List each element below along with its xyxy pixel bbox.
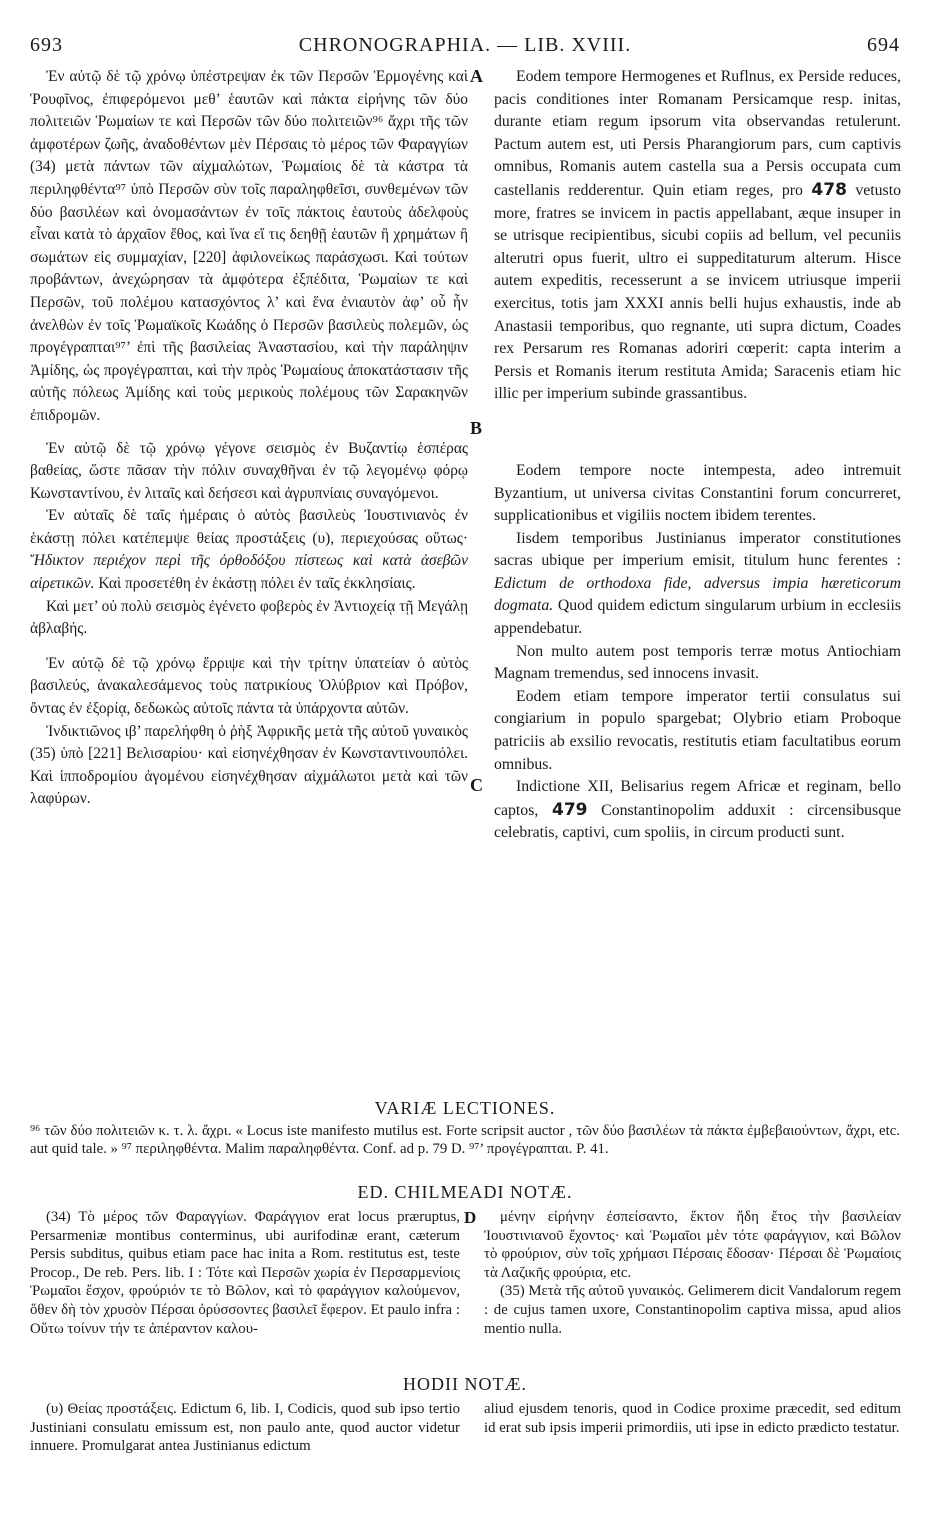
chilmead-note-left — [30, 1208, 460, 1338]
greek-paragraph: Καὶ μετ’ οὐ πολὺ σεισμὸς ἐγένετο φοβερὸς ἐν Ἀντιοχείᾳ τῇ Μεγάλῃ ἀβλαβής. — [30, 597, 468, 638]
chilmead-note-right — [484, 1208, 901, 1338]
greek-paragraph: Ἐν αὐτῷ δὲ τῷ χρόνῳ ἔρριψε καὶ τὴν τρίτην ὑπατείαν ὁ αὐτὸς βασιλεύς, ἀνακαλεσάμενος τοὺς πατρικίους Ὀλύβριον καὶ Πρόβον, ὄντας ἐν ἐξορίᾳ, δεδωκὼς αὐτοῖς πάντα τὰ ὑπάρχοντα αὐτῶν. — [30, 654, 468, 718]
margin-marker-d: D — [464, 1208, 477, 1227]
hodii-note-right — [484, 1400, 901, 1437]
latin-text: Constantinopolim adduxit : circensibusque celebratis, captivi, cum spoliis, in circum producti sunt. — [494, 801, 902, 842]
marginal-page-number: 478 — [811, 179, 847, 200]
latin-paragraph: Eodem etiam tempore imperator tertii consulatus sui congiarium in populo spargebat; Olybrio etiam Proboque patriciis ab exsilio revocatis, restitutis etiam facultatibus eorum omnibus. — [494, 687, 901, 773]
note-text: (34) Τὸ μέρος τῶν Φαραγγίων. Φαράγγιον erat locus præruptus, Persarmeniæ montibus conterminus, ubi aurifodinæ erant, cæterum Persis subditus, quibus etiam pace hac inita a Rom. restitutus est, teste Procop., De reb. Pers. lib. I : Τότε καὶ Περσῶν χωρία ἐν Περσαρμενίοις Ῥωμαῖοι ἔσχον, φρούριόν τε τὸ Βῶλον, καὶ τὸ φαράγγιον καλούμενον, ὅθεν δὴ τὸν χρυσὸν Πέρσαι ὀρύσσοντες βασιλεῖ ἔφερον. Et paulo infra : Οὕτω τοίνυν τήν τε ἀπέραντον καλου- — [30, 1209, 460, 1337]
variae-lectiones-text — [30, 1122, 900, 1158]
latin-paragraph — [494, 66, 901, 406]
latin-paragraph: Eodem tempore nocte intempesta, adeo intremuit Byzantium, ut universa civitas Constantini forum concurreret, supplicationibus et vigiliis noctem ibidem terentes. — [494, 461, 901, 525]
latin-paragraph — [494, 776, 901, 845]
variae-lectiones-heading: VARIÆ LECTIONES. — [374, 1098, 556, 1118]
chilmead-notes-heading: ED. CHILMEADI NOTÆ. — [357, 1182, 573, 1202]
page-number-right: 694 — [867, 34, 900, 56]
margin-marker-b: B — [470, 418, 483, 438]
greek-paragraph: Ἐν αὐτῷ δὲ τῷ χρόνῳ γέγονε σεισμὸς ἐν Βυζαντίῳ ἑσπέρας βαθείας, ὥστε πᾶσαν τὴν πόλιν συναχθῆναι ἐν τῷ λεγομένῳ φόρῳ Κωνσταντίνου, ἐν λιταῖς καὶ δεήσεσι καὶ ἀγρυπνίαις συναγόμενοι. — [30, 439, 468, 502]
latin-text: Indictione XII, Belisarius regem Africæ et reginam, bello captos, — [494, 778, 901, 819]
greek-edict-title: Ἤδικτον περιέχον περὶ τῆς ὀρθοδόξου πίστεως καὶ κατὰ ἀσεβῶν αἱρετικῶν. — [30, 552, 468, 593]
marginal-page-number: 479 — [551, 799, 588, 820]
margin-marker-a: A — [470, 66, 483, 86]
hodii-notes-heading: HODII NOTÆ. — [403, 1374, 527, 1394]
greek-paragraph: Ἐν αὐτῷ δὲ τῷ χρόνῳ ὑπέστρεψαν ἐκ τῶν Περσῶν Ἑρμογένης καὶ Ῥουφῖνος, ἐπιφερόμενοι μεθ’ ἑαυτῶν καὶ πάκτα εἰρήνης τῶν δύο πολιτειῶν Ῥωμαίων τε καὶ Περσῶν τῶν δύο πολιτειῶν⁹⁶ ἄχρι τῆς τῶν ἀμφοτέρων ζωῆς, ἀναδοθέντων μὲν Πέρσαις τὸ μέρος τῶν Φαραγγίων (34) μετὰ πάντων τῶν αἰχμαλώτων, Ῥωμαίοις δὲ τὰ κάστρα τὰ περιληφθέντα⁹⁷ ὑπὸ Περσῶν σὺν τοῖς παραληφθεῖσι, συνθεμένων τῶν δύο βασιλέων καὶ ὀνομασάντων ἐν τοῖς πάκτοις ἑαυτοὺς ἀδελφοὺς εἶναι κατὰ τὸ ἀρχαῖον ἔθος, καὶ ἵνα εἴ τις δεηθῇ ἑαυτῶν ἢ χρημάτων ἢ σωμάτων εἰς συμμαχίαν, [220] ἀφιλονείκως παράσχωσι. Καὶ τούτων προβάντων, ἀνεχώρησαν τὰ ἀμφότερα ἐξπέδιτα, Ῥωμαίων τε καὶ Περσῶν, τοῦ πολέμου κατασχόντος λ’ καὶ ἕνα ἐνιαυτὸν ἀφ’ οὗ ἦν ἀνελθὼν ἐν τοῖς Ῥωμαϊκοῖς Κωάδης ὁ Περσῶν βασιλεὺς πολεμῶν, ὡς προγέγραπται⁹⁷’ ἐπὶ τῆς βασιλείας Ἀναστασίου, καὶ τὴν παράληψιν Ἀμίδης, ὡς προγέγραπται, καὶ τὴν πρὸς Ῥωμαίους ἀποκατάστασιν τῆς αὐτῆς πόλεως Ἀμίδης καὶ τοὺς μερικοὺς πολέμους τῶν Σαρακηνῶν ἐπιδρομῶν. — [30, 68, 468, 424]
margin-marker-c: C — [470, 775, 483, 795]
greek-text: Καὶ προσετέθη ἐν ἑκάστῃ πόλει ἐν ταῖς ἐκκλησίαις. — [98, 575, 416, 593]
note-text: aliud ejusdem tenoris, quod in Codice proxime præcedit, sed editum id erat sub ipsis imperii primordiis, uti ipse in edicto prædicto testatur. — [484, 1401, 901, 1436]
footnote-text: ⁹⁶ τῶν δύο πολιτειῶν κ. τ. λ. ἄχρι. « Locus iste manifesto mutilus est. Forte scripsit auctor , τῶν δύο βασιλέων τὰ πάκτα ἐμβεβαιούντων, ἄχρι, etc. aut quid tale. » ⁹⁷ περιληφθέντα. Malim παραληφθέντα. Conf. ad p. 79 D. ⁹⁷’ προγέγραπται. P. 41. — [30, 1123, 900, 1157]
page-number-left: 693 — [30, 34, 63, 56]
latin-paragraph: Non multo autem post temporis terræ motus Antiochiam Magnam tremendus, sed innocens invasit. — [494, 642, 901, 683]
note-text: (υ) Θείας προστάξεις. Edictum 6, lib. I, Codicis, quod sub ipso tertio Justiniani consulatu emissum est, non paulo ante, quod auctor videtur innuere. Promulgarat antea Justinianus edictum — [30, 1401, 460, 1455]
running-header — [30, 34, 900, 62]
latin-text: Quod quidem edictum singularum urbium in ecclesiis appendebatur. — [494, 597, 901, 638]
note-text: (35) Μετὰ τῆς αὐτοῦ γυναικός. Gelimerem dicit Vandalorum regem : de cujus tamen uxore, Constantinopolim captiva missa, apud alios mentio nulla. — [484, 1283, 901, 1337]
greek-paragraph: Ἰνδικτιῶνος ιβ’ παρελήφθη ὁ ῥὴξ Ἀφρικῆς μετὰ τῆς αὐτοῦ γυναικὸς (35) ὑπὸ [221] Βελισαρίου· καὶ εἰσηνέχθησαν ἐν Κωνσταντινουπόλει. Καὶ ἱπποδρομίου ἀγομένου εἰσηνέχθησαν αἰχμάλωτοι μετὰ καὶ τῶν λαφύρων. — [30, 722, 468, 808]
latin-text: Eodem tempore Hermogenes et Ruflnus, ex Perside reduces, pacis conditiones inter Romanam Persicamque resp. initas, durante etiam regum ipsorum vita observandas retulerunt. Pactum autem est, uti Persis Pharangiorum pars, cum captivis omnibus, Romanis autem castella sua a Persis occupata cum castellanis redderentur. Quin etiam reges, pro — [494, 68, 901, 199]
latin-paragraph — [494, 528, 901, 641]
greek-paragraph — [30, 505, 468, 595]
greek-column — [30, 66, 468, 811]
hodii-note-left — [30, 1400, 460, 1456]
note-text: μένην εἰρήνην ἐσπείσαντο, ἕκτον ἤδη ἔτος τὴν βασιλείαν Ἰουστινιανοῦ ἔχοντος· καὶ Ῥωμαῖοι μὲν τότε φαράγγιον, καὶ Βῶλον τὸ φρούριον, σὺν τοῖς χρήμασι Πέρσαις ἔδοσαν· Πέρσαι δὲ Ῥωμαίοις τὰ Λαζικῆς φρούρια, etc. — [484, 1209, 901, 1281]
running-title: CHRONOGRAPHIA. — LIB. XVIII. — [298, 34, 632, 56]
latin-edict-title: Edictum de orthodoxa fide, adversus impia hæreticorum dogmata. — [494, 574, 901, 615]
latin-text: vetusto more, fratres se invicem in pactis appellabant, æque insuper in se utrisque recipientibus, sicubi copiis ad bellum, vel pecuniis alterutri opus fuerit, ultro ei suppeditaturum alterum. Hisce autem expeditis, recesserunt a se invicem utriusque imperii exercitus, totis jam XXXI annis belli hujus exhaustis, inde ab Anastasii temporibus, quo regnante, uti supra dictum, Coades rex Persarum res Romanas adoriri cœperit: capta interim a Persis et Romanis iterum restituta Amida; Saracenis etiam hic illic per imperium subinde grassantibus. — [494, 181, 901, 403]
greek-text: Ἐν αὐταῖς δὲ ταῖς ἡμέραις ὁ αὐτὸς βασιλεὺς Ἰουστινιανὸς ἐν ἑκάστῃ πόλει κατέπεμψε θείας προστάξεις (υ), περιεχούσας οὕτως· — [30, 507, 468, 547]
latin-column — [494, 66, 901, 845]
latin-text: Iisdem temporibus Justinianus imperator constitutiones sacras ubique per imperium emisit, titulum hunc ferentes : — [494, 529, 901, 570]
